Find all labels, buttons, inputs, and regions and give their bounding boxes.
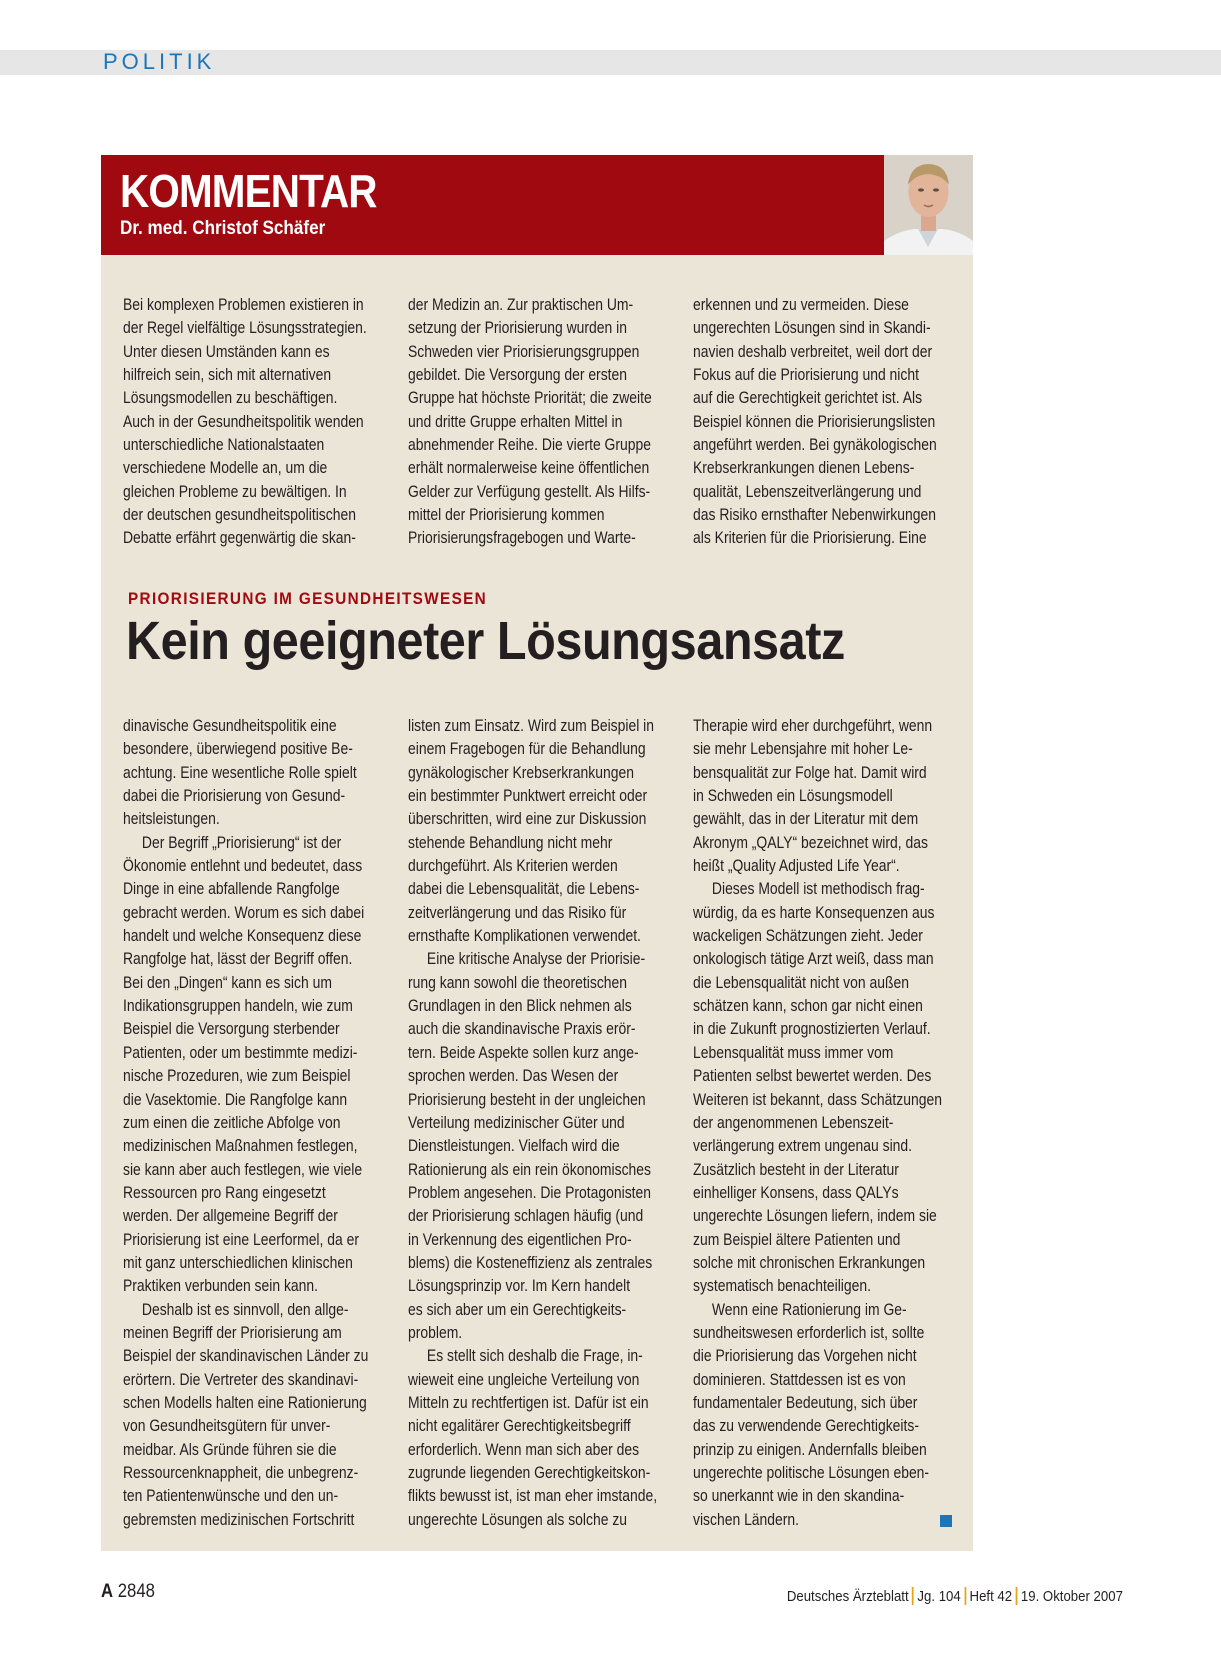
text-line: Patienten, oder um bestimmte medizi- <box>123 1043 358 1062</box>
author-name: Dr. med. Christof Schäfer <box>120 218 326 239</box>
text-line: gebremsten medizinischen Fortschritt <box>123 1510 355 1529</box>
text-line: navien deshalb verbreitet, weil dort der <box>693 342 933 361</box>
text-line: Eine kritische Analyse der Priorisie- <box>426 950 646 969</box>
text-line: erhält normalerweise keine öffentlichen <box>408 459 650 478</box>
text-line: erörtern. Die Vertreter des skandinavi- <box>123 1370 359 1389</box>
text-line: der Regel vielfältige Lösungsstrategien. <box>123 319 367 338</box>
body-column-3 <box>693 715 977 1532</box>
text-line: die Lebensqualität nicht von außen <box>693 973 909 992</box>
text-line: Problem angesehen. Die Protagonisten <box>408 1183 652 1202</box>
text-line: wackeligen Schätzungen zieht. Jeder <box>693 927 923 946</box>
text-line: Patienten selbst bewertet werden. Des <box>693 1067 932 1086</box>
text-line: in Verkennung des eigentlichen Pro- <box>408 1230 632 1249</box>
text-line: der deutschen gesundheitspolitischen <box>123 506 356 525</box>
text-line: so unerkannt wie in den skandina- <box>693 1487 905 1506</box>
text-line: unterschiedliche Nationalstaaten <box>123 436 325 455</box>
text-line: Mitteln zu rechtfertigen ist. Dafür ist ein <box>408 1393 649 1412</box>
text-line: medizinischen Maßnahmen festlegen, <box>123 1137 358 1156</box>
text-line: der Priorisierung schlagen häufig (und <box>408 1207 644 1226</box>
text-line: Dinge in eine abfallende Rangfolge <box>123 880 340 899</box>
text-line: erforderlich. Wenn man sich aber des <box>408 1440 640 1459</box>
text-line: achtung. Eine wesentliche Rolle spielt <box>123 763 357 782</box>
text-line: die Vasektomie. Die Rangfolge kann <box>123 1090 348 1109</box>
text-line: Zusätzlich besteht in der Literatur <box>693 1160 899 1179</box>
footer-separator <box>964 1587 966 1605</box>
text-line: nicht egalitärer Gerechtigkeitsbegriff <box>408 1417 631 1436</box>
text-line: Beispiel können die Priorisierungslisten <box>693 412 936 431</box>
text-line: Akronym „QALY“ bezeichnet wird, das <box>693 833 928 852</box>
text-line: durchgeführt. Als Kriterien werden <box>408 857 618 876</box>
text-line: gynäkologischer Krebserkrankungen <box>408 763 634 782</box>
text-line: von Gesundheitsgütern für unver- <box>123 1417 331 1436</box>
journal-volume: Jg. 104 <box>917 1588 961 1605</box>
text-line: blems) die Kosteneffizienz als zentrales <box>408 1253 653 1272</box>
footer-separator <box>1016 1587 1018 1605</box>
text-line: Krebserkrankungen dienen Lebens- <box>693 459 915 478</box>
author-portrait-icon <box>884 155 973 255</box>
text-line: ungerechten Lösungen sind in Skandi- <box>693 319 931 338</box>
text-line: handelt und welche Konsequenz diese <box>123 927 362 946</box>
intro-column-1 <box>123 294 407 551</box>
text-line: hilfreich sein, sich mit alternativen <box>123 366 332 385</box>
text-line: überschritten, wird eine zur Diskussion <box>408 810 647 829</box>
text-line: qualität, Lebenszeitverlängerung und <box>693 482 922 501</box>
text-line: ein bestimmter Punktwert erreicht oder <box>408 787 648 806</box>
text-line: der Medizin an. Zur praktischen Um- <box>408 296 634 314</box>
text-line: Der Begriff „Priorisierung“ ist der <box>141 833 342 852</box>
article-kicker: PRIORISIERUNG IM GESUNDHEITSWESEN <box>128 589 488 608</box>
text-line: Therapie wird eher durchgeführt, wenn <box>693 717 933 735</box>
text-line: das Risiko ernsthafter Nebenwirkungen <box>693 506 936 525</box>
body-paragraph <box>123 1299 407 1532</box>
text-line: Bei den „Dingen“ kann es sich um <box>123 973 332 992</box>
intro-paragraph <box>123 294 407 551</box>
text-line: Ressourcenknappheit, die unbegrenz- <box>123 1464 359 1482</box>
text-line: Gelder zur Verfügung gestellt. Als Hilfs- <box>408 482 651 501</box>
text-line: schätzen kann, schon gar nicht einen <box>693 997 923 1016</box>
page-number-value: 2848 <box>117 1581 155 1602</box>
body-paragraph <box>408 715 692 948</box>
text-line: problem. <box>408 1323 463 1342</box>
text-line: besondere, überwiegend positive Be- <box>123 740 353 759</box>
text-line: in die Zukunft prognostizierten Verlauf. <box>693 1020 931 1039</box>
body-column-1 <box>123 715 407 1532</box>
text-line: und dritte Gruppe erhalten Mittel in <box>408 412 623 431</box>
text-line: abnehmender Reihe. Die vierte Gruppe <box>408 436 651 455</box>
text-line: ernsthafte Komplikationen verwendet. <box>408 927 641 946</box>
body-paragraph <box>693 1299 977 1532</box>
text-line: Lösungsprinzip vor. Im Kern handelt <box>408 1277 631 1296</box>
body-paragraph <box>408 948 692 1345</box>
text-line: angeführt werden. Bei gynäkologischen <box>693 436 937 455</box>
section-label: POLITIK <box>103 49 216 74</box>
commentary-label: KOMMENTAR <box>120 165 377 217</box>
text-line: Gruppe hat höchste Priorität; die zweite <box>408 389 652 408</box>
text-line: in Schweden ein Lösungsmodell <box>693 787 893 806</box>
text-line: der angenommenen Lebenszeit- <box>693 1113 894 1132</box>
text-line: heißt „Quality Adjusted Life Year“. <box>693 857 900 876</box>
text-line: dinavische Gesundheitspolitik eine <box>123 717 337 735</box>
text-line: ungerechte Lösungen liefern, indem sie <box>693 1207 937 1226</box>
journal-date: 19. Oktober 2007 <box>1020 1588 1123 1605</box>
page-number <box>101 1582 155 1601</box>
text-line: Priorisierungsfragebogen und Warte- <box>408 529 636 548</box>
text-line: listen zum Einsatz. Wird zum Beispiel in <box>408 717 655 735</box>
text-line: Praktiken verbunden sein kann. <box>123 1277 319 1296</box>
text-line: meidbar. Als Gründe führen sie die <box>123 1440 337 1459</box>
text-line: ten Patientenwünsche und den un- <box>123 1487 339 1506</box>
text-line: einem Fragebogen für die Behandlung <box>408 740 646 759</box>
text-line: die Priorisierung das Vorgehen nicht <box>693 1347 917 1366</box>
text-line: schen Modells halten eine Rationierung <box>123 1393 367 1412</box>
intro-paragraph <box>408 294 692 551</box>
journal-issue: Heft 42 <box>969 1588 1013 1605</box>
text-line: stehende Behandlung nicht mehr <box>408 833 613 852</box>
text-line: Dieses Modell ist methodisch frag- <box>711 880 925 899</box>
body-paragraph <box>408 1345 692 1532</box>
text-line: Debatte erfährt gegenwärtig die skan- <box>123 529 356 548</box>
text-line: Rangfolge hat, lässt der Begriff offen. <box>123 950 353 969</box>
text-line: flikts bewusst ist, ist man eher imstande, <box>408 1487 658 1506</box>
intro-paragraph <box>693 294 977 551</box>
text-line: ungerechte politische Lösungen eben- <box>693 1464 930 1482</box>
text-line: Bei komplexen Problemen existieren in <box>123 296 364 314</box>
text-line: erkennen und zu vermeiden. Diese <box>693 296 909 314</box>
text-line: bensqualität zur Folge hat. Damit wird <box>693 763 927 782</box>
text-line: rung kann sowohl die theoretischen <box>408 973 628 992</box>
text-line: Lebensqualität muss immer vom <box>693 1043 894 1062</box>
intro-column-2 <box>408 294 692 551</box>
body-column-2 <box>408 715 692 1532</box>
text-line: Verteilung medizinischer Güter und <box>408 1113 625 1132</box>
text-line: onkologisch tätige Arzt weiß, dass man <box>693 950 934 969</box>
text-line: würdig, da es harte Konsequenzen aus <box>693 903 935 922</box>
text-line: Unter diesen Umständen kann es <box>123 342 330 361</box>
text-line: solche mit chronischen Erkrankungen <box>693 1253 926 1272</box>
text-line: sprochen werden. Das Wesen der <box>408 1067 619 1086</box>
body-paragraph <box>123 832 407 1299</box>
text-line: mit ganz unterschiedlichen klinischen <box>123 1253 353 1272</box>
text-line: sie kann aber auch festlegen, wie viele <box>123 1160 363 1179</box>
text-line: nische Prozeduren, wie zum Beispiel <box>123 1067 351 1086</box>
text-line: Es stellt sich deshalb die Frage, in- <box>426 1347 643 1366</box>
body-paragraph <box>123 715 407 832</box>
text-line: Wenn eine Rationierung im Ge- <box>711 1300 907 1319</box>
text-line: Grundlagen in den Blick nehmen als <box>408 997 632 1016</box>
text-line: werden. Der allgemeine Begriff der <box>123 1207 338 1226</box>
text-line: verschiedene Modelle an, um die <box>123 459 328 478</box>
footer-separator <box>912 1587 914 1605</box>
text-line: verlängerung extrem ungenau sind. <box>693 1137 913 1156</box>
text-line: Priorisierung besteht in der ungleichen <box>408 1090 646 1109</box>
text-line: gebildet. Die Versorgung der ersten <box>408 366 628 385</box>
text-line: gebracht werden. Worum es sich dabei <box>123 903 365 922</box>
text-line: Lösungsmodellen zu beschäftigen. <box>123 389 338 408</box>
text-line: gleichen Probleme zu bewältigen. In <box>123 482 347 501</box>
text-line: dominieren. Stattdessen ist es von <box>693 1370 906 1389</box>
text-line: Beispiel der skandinavischen Länder zu <box>123 1347 369 1366</box>
text-line: das zu verwendende Gerechtigkeits- <box>693 1417 919 1436</box>
text-line: zugrunde liegenden Gerechtigkeitskon- <box>408 1464 651 1482</box>
text-line: Fokus auf die Priorisierung und nicht <box>693 366 919 385</box>
text-line: zeitverlängerung und das Risiko für <box>408 903 627 922</box>
body-paragraph <box>693 878 977 1298</box>
text-line: dabei die Priorisierung von Gesund- <box>123 787 346 806</box>
text-line: mittel der Priorisierung kommen <box>408 506 605 525</box>
text-line: Rationierung als ein rein ökonomisches <box>408 1160 651 1179</box>
text-line: es sich aber um ein Gerechtigkeits- <box>408 1300 627 1319</box>
text-line: prinzip zu einigen. Andernfalls bleiben <box>693 1440 927 1459</box>
journal-footer <box>787 1587 1123 1605</box>
text-line: vischen Ländern. <box>693 1510 800 1529</box>
text-line: Auch in der Gesundheitspolitik wenden <box>123 412 364 431</box>
text-line: Dienstleistungen. Vielfach wird die <box>408 1137 620 1156</box>
text-line: einhelliger Konsens, dass QALYs <box>693 1183 899 1202</box>
text-line: meinen Begriff der Priorisierung am <box>123 1323 342 1342</box>
text-line: setzung der Priorisierung wurden in <box>408 319 627 338</box>
author-photo <box>884 155 973 255</box>
text-line: zum Beispiel ältere Patienten und <box>693 1230 901 1249</box>
text-line: Ressourcen pro Rang eingesetzt <box>123 1183 326 1202</box>
text-line: als Kriterien für die Priorisierung. Eine <box>693 529 927 548</box>
text-line: ungerechte Lösungen als solche zu <box>408 1510 628 1529</box>
text-line: dabei die Lebensqualität, die Lebens- <box>408 880 640 899</box>
text-line: auf die Gerechtigkeit gerichtet ist. Als <box>693 389 923 408</box>
text-line: zum einen die zeitliche Abfolge von <box>123 1113 341 1132</box>
text-line: Weiteren ist bekannt, dass Schätzungen <box>693 1090 942 1109</box>
text-line: auch die skandinavische Praxis erör- <box>408 1020 636 1039</box>
text-line: heitsleistungen. <box>123 810 220 829</box>
text-line: Schweden vier Priorisierungsgruppen <box>408 342 640 361</box>
page-prefix: A <box>101 1581 114 1602</box>
text-line: systematisch benachteiligen. <box>693 1277 871 1296</box>
text-line: fundamentaler Bedeutung, sich über <box>693 1393 918 1412</box>
text-line: Ökonomie entlehnt und bedeutet, dass <box>123 857 363 876</box>
journal-name: Deutsches Ärzteblatt <box>786 1588 909 1605</box>
text-line: Indikationsgruppen handeln, wie zum <box>123 997 353 1016</box>
text-line: Deshalb ist es sinnvoll, den allge- <box>141 1300 349 1319</box>
article-headline: Kein geeigneter Lösungsansatz <box>126 611 845 671</box>
text-line: wieweit eine ungleiche Verteilung von <box>408 1370 640 1389</box>
text-line: sundheitswesen erforderlich ist, sollte <box>693 1323 925 1342</box>
text-line: sie mehr Lebensjahre mit hoher Le- <box>693 740 913 759</box>
intro-column-3 <box>693 294 977 551</box>
text-line: Beispiel die Versorgung sterbender <box>123 1020 340 1039</box>
end-of-article-mark <box>940 1515 952 1527</box>
text-line: gewählt, das in der Literatur mit dem <box>693 810 919 829</box>
text-line: Priorisierung ist eine Leerformel, da er <box>123 1230 360 1249</box>
text-line: tern. Beide Aspekte sollen kurz ange- <box>408 1043 639 1062</box>
body-paragraph <box>693 715 977 878</box>
